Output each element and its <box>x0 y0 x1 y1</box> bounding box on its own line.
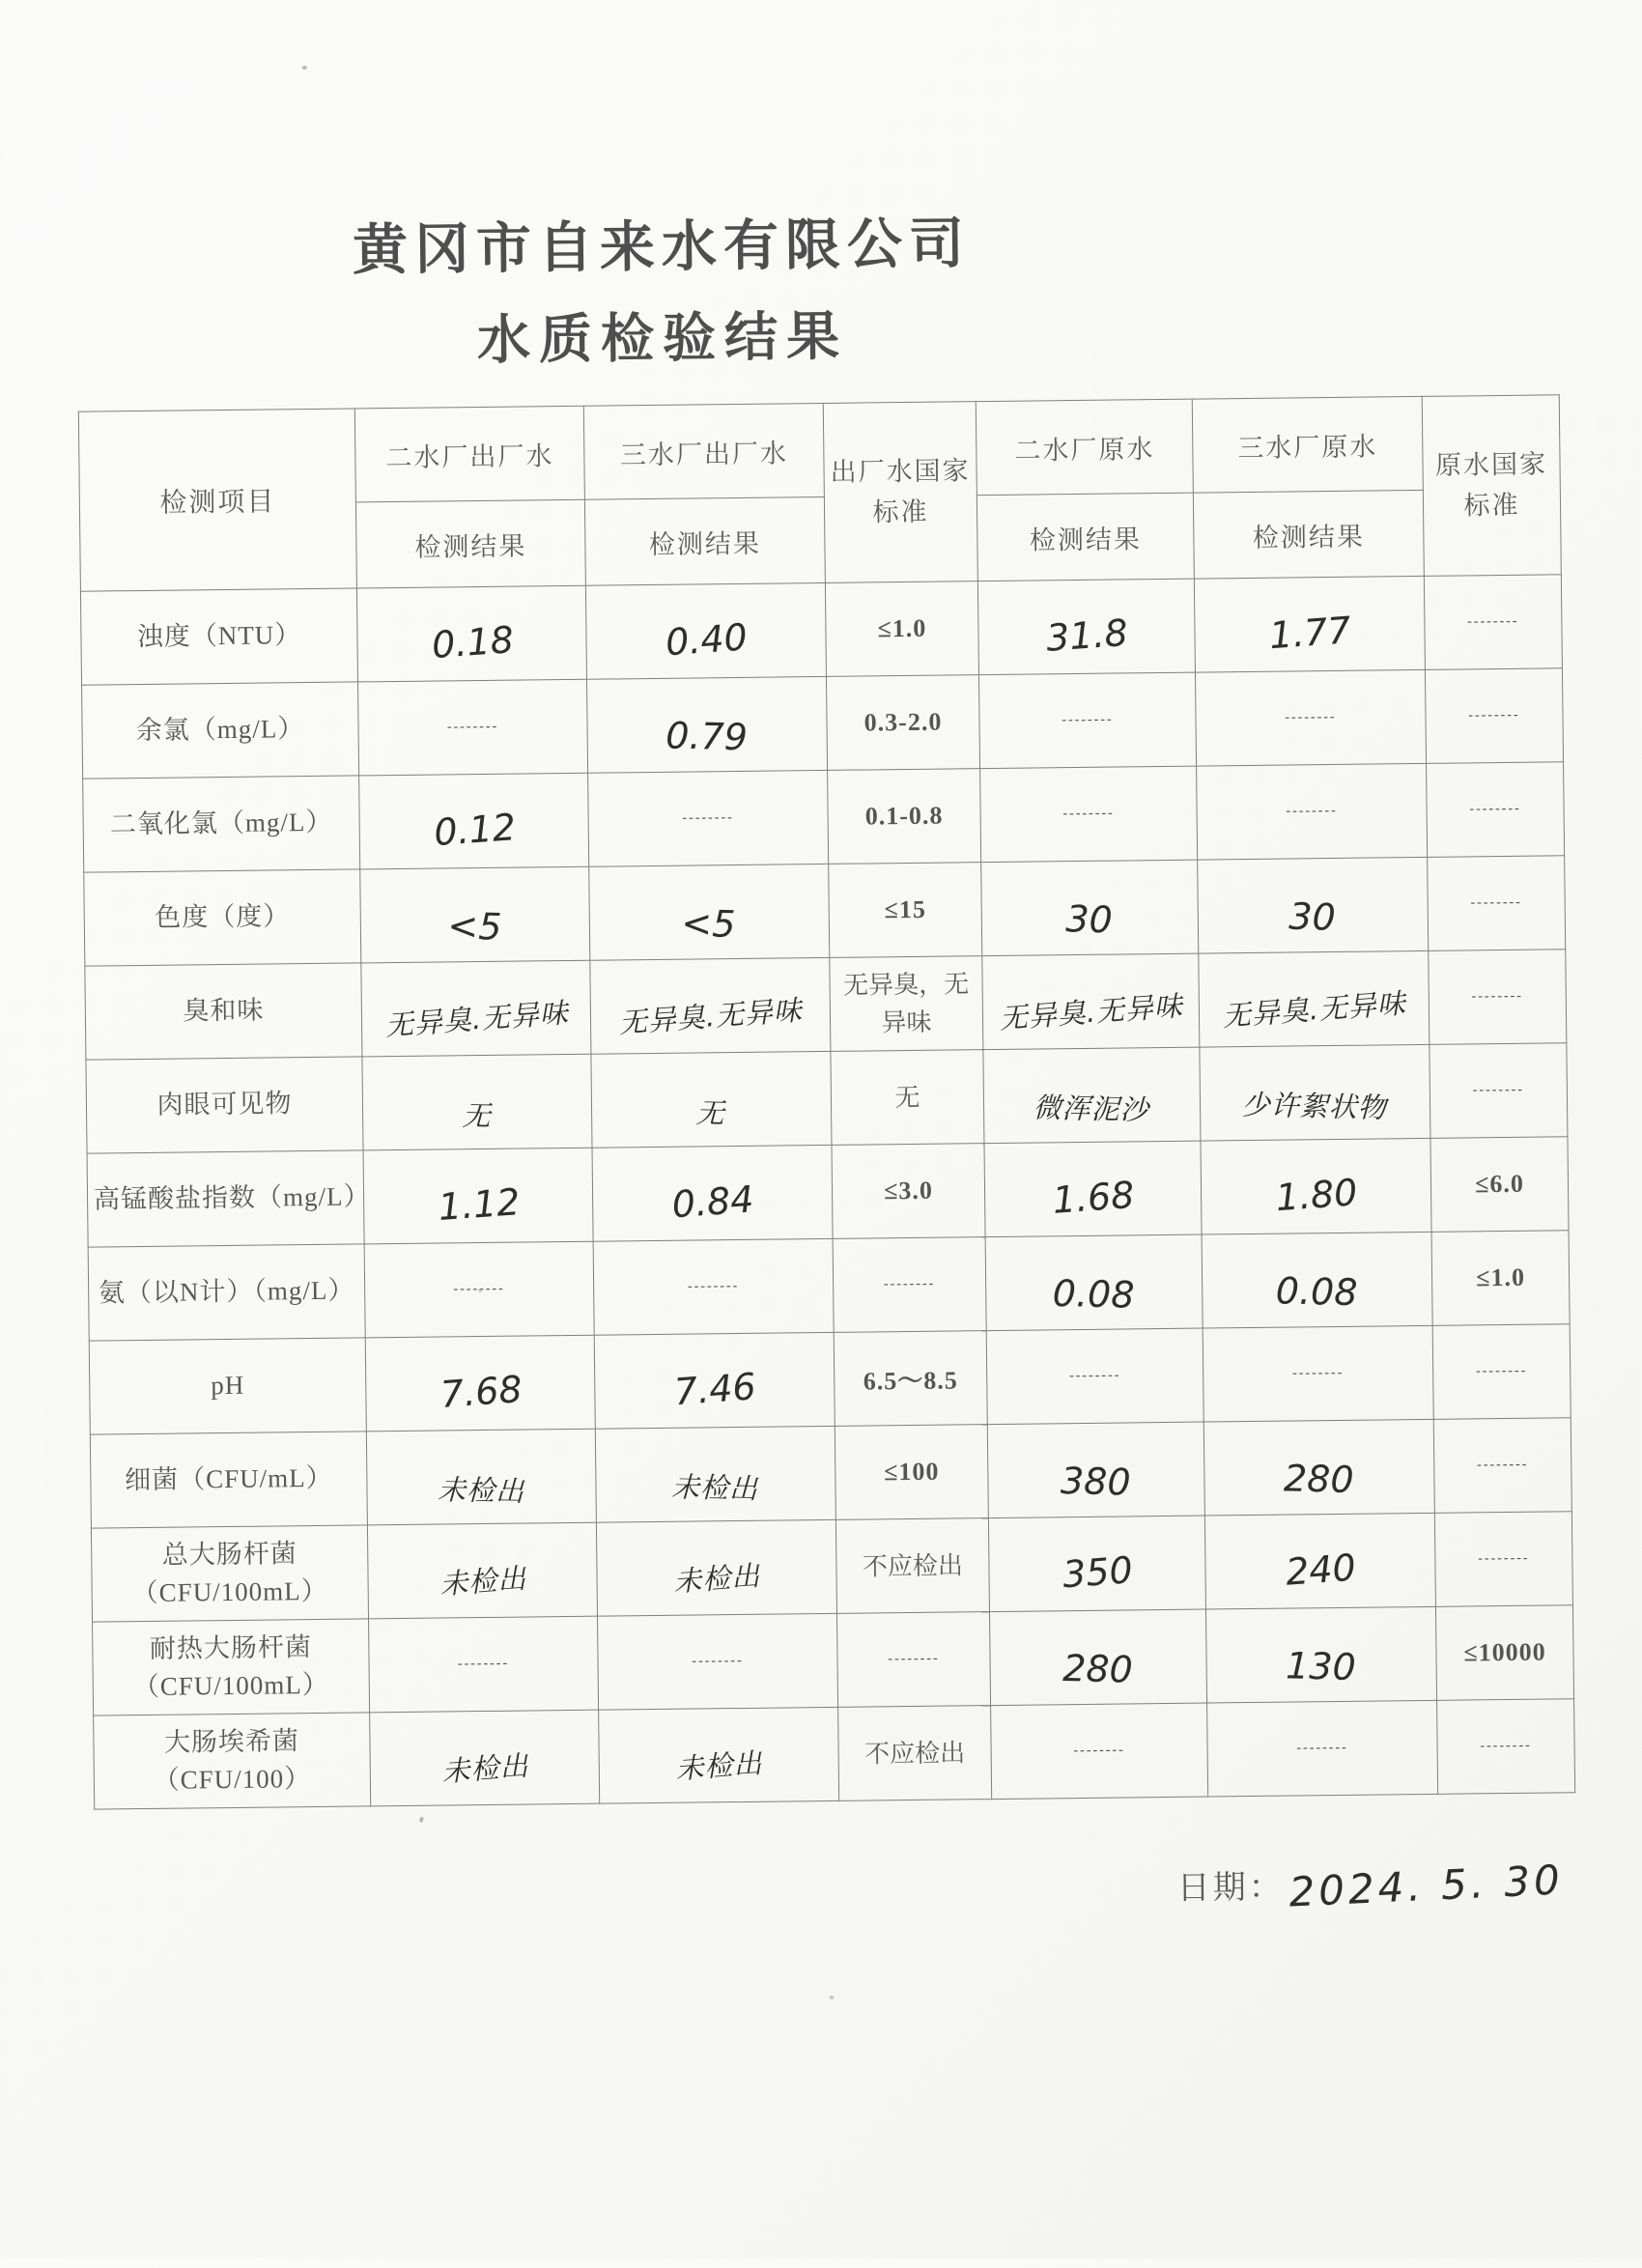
table-row-turbidity <box>80 575 1562 685</box>
cell-value: 240 <box>1204 1513 1435 1609</box>
cell-dash: -------- <box>598 1613 838 1710</box>
cell-standard: 6.5～8.5 <box>834 1331 987 1427</box>
cell-value: 0.84 <box>592 1145 833 1241</box>
cell-value: 0.08 <box>1202 1232 1432 1328</box>
cell-value: 1.80 <box>1201 1138 1431 1234</box>
cell-value: <5 <box>589 864 830 960</box>
cell-dash: -------- <box>1434 1512 1572 1607</box>
header-row-top <box>78 395 1560 505</box>
cell-dash: -------- <box>593 1238 834 1335</box>
row-label: 二氧化氯（mg/L） <box>83 776 360 872</box>
row-label: 总大肠杆菌（CFU/100mL） <box>91 1525 368 1622</box>
header-plant3-raw: 三水厂原水 <box>1192 396 1423 493</box>
cell-standard: ≤1.0 <box>1431 1231 1570 1326</box>
cell-standard: ≤6.0 <box>1430 1137 1569 1233</box>
header-result-2: 检测结果 <box>584 496 825 585</box>
row-label: 细菌（CFU/mL） <box>90 1432 367 1528</box>
header-result-3: 检测结果 <box>977 493 1194 581</box>
company-title: 黄冈市自来水有限公司 <box>352 213 972 282</box>
cell-dash: -------- <box>1427 762 1565 858</box>
cell-value: 未检出 <box>367 1522 597 1619</box>
table-row-residual-chlorine <box>82 668 1564 779</box>
header-result-1: 检测结果 <box>355 499 585 588</box>
cell-standard: ≤3.0 <box>832 1144 985 1239</box>
cell-dash: -------- <box>1432 1324 1571 1420</box>
row-label: 高锰酸盐指数（mg/L） <box>87 1150 364 1247</box>
table-row-ph <box>89 1324 1571 1434</box>
scan-speck <box>829 1996 834 1999</box>
cell-standard: 0.3-2.0 <box>826 675 979 771</box>
row-label: 肉眼可见物 <box>86 1057 363 1153</box>
cell-dash: -------- <box>1207 1700 1438 1797</box>
cell-dash: -------- <box>1197 763 1428 860</box>
cell-value: 30 <box>981 860 1199 956</box>
header-raw-standard: 原水国家标准 <box>1422 395 1561 577</box>
date-line <box>14 1857 1563 1921</box>
cell-value: 无 <box>362 1054 592 1150</box>
cell-value: 130 <box>1205 1606 1436 1703</box>
cell-value: 微浑泥沙 <box>983 1047 1201 1144</box>
cell-standard: ≤10000 <box>1435 1605 1573 1701</box>
cell-standard: 不应检出 <box>838 1706 992 1801</box>
cell-value: 7.68 <box>365 1335 595 1432</box>
cell-value: 280 <box>1203 1419 1434 1516</box>
header-finished-standard: 出厂水国家标准 <box>823 402 977 583</box>
row-label: pH <box>89 1338 366 1434</box>
cell-dash: -------- <box>980 766 1198 863</box>
cell-standard: 无 <box>831 1050 984 1146</box>
table-row-color <box>84 856 1566 966</box>
header-plant2-raw: 二水厂原水 <box>976 399 1193 496</box>
table-row-bacteria <box>90 1418 1571 1528</box>
cell-value: 1.12 <box>363 1148 593 1244</box>
water-quality-table <box>78 394 1575 1809</box>
cell-dash: -------- <box>1424 575 1562 670</box>
cell-value: 0.40 <box>585 582 826 679</box>
cell-standard: ≤15 <box>829 863 982 958</box>
cell-value: 31.8 <box>977 579 1195 675</box>
scan-speck <box>302 66 307 70</box>
cell-value: 未检出 <box>595 1426 835 1522</box>
cell-value: 少许絮状物 <box>1200 1044 1430 1141</box>
cell-dash: -------- <box>364 1241 594 1338</box>
table-row-ammonia <box>88 1231 1570 1341</box>
cell-value: 无异臭.无异味 <box>361 960 591 1057</box>
cell-dash: -------- <box>369 1616 599 1713</box>
cell-dash: -------- <box>991 1703 1208 1800</box>
cell-standard: ≤1.0 <box>825 581 978 677</box>
cell-dash: -------- <box>833 1237 986 1333</box>
cell-value: 未检出 <box>366 1429 596 1525</box>
cell-value: 无异臭.无异味 <box>1199 950 1430 1047</box>
cell-value: 380 <box>987 1422 1204 1518</box>
cell-value: 30 <box>1198 857 1429 953</box>
date-handwritten-value: 2024. 5. 30 <box>1287 1856 1565 1916</box>
row-label: 色度（度） <box>84 869 361 966</box>
scan-speck <box>478 1289 482 1292</box>
cell-value: 无 <box>591 1051 832 1148</box>
header-plant2-finished: 二水厂出厂水 <box>354 406 584 502</box>
cell-value: 0.08 <box>985 1234 1203 1331</box>
title-block <box>0 0 1329 380</box>
cell-standard: 不应检出 <box>835 1518 989 1614</box>
cell-dash: -------- <box>1428 856 1566 951</box>
date-label: 日期： <box>1176 1869 1285 1907</box>
cell-value: 0.18 <box>356 585 586 682</box>
table-row-chlorine-dioxide <box>83 762 1565 872</box>
row-label: 氨（以N计）（mg/L） <box>88 1244 365 1341</box>
table-row-total-coliform <box>91 1512 1572 1622</box>
cell-value: 1.68 <box>984 1141 1202 1237</box>
cell-dash: -------- <box>978 672 1196 769</box>
cell-value: 0.12 <box>359 773 589 869</box>
header-item: 检测项目 <box>78 409 356 591</box>
cell-value: <5 <box>360 866 590 963</box>
table-row-thermotolerant-coliform <box>93 1605 1574 1715</box>
cell-dash: -------- <box>1195 669 1426 766</box>
cell-value: 无异臭.无异味 <box>982 953 1200 1050</box>
cell-value: 7.46 <box>594 1332 835 1429</box>
cell-standard: 0.1-0.8 <box>828 769 981 865</box>
row-label: 浊度（NTU） <box>80 588 357 685</box>
cell-value: 280 <box>989 1609 1206 1706</box>
cell-dash: -------- <box>1429 950 1567 1045</box>
table-row-e-coli <box>94 1699 1575 1809</box>
cell-value: 0.79 <box>587 676 828 773</box>
cell-dash: -------- <box>1425 668 1563 764</box>
cell-value: 未检出 <box>370 1710 600 1806</box>
table-row-odor-taste <box>85 950 1567 1060</box>
cell-dash: -------- <box>1203 1325 1433 1422</box>
cell-value: 1.77 <box>1194 576 1425 672</box>
document-title: 水质检验结果 <box>476 306 849 371</box>
table-header <box>78 395 1561 591</box>
cell-standard: ≤100 <box>835 1425 988 1520</box>
header-plant3-finished: 三水厂出厂水 <box>583 403 824 499</box>
cell-dash: -------- <box>1433 1418 1571 1514</box>
header-result-4: 检测结果 <box>1193 490 1424 579</box>
cell-dash: -------- <box>1430 1043 1568 1139</box>
cell-standard: 无异臭，无异味 <box>830 956 983 1052</box>
row-label: 余氯（mg/L） <box>82 682 359 779</box>
cell-dash: -------- <box>358 679 588 776</box>
row-label: 臭和味 <box>85 963 362 1060</box>
table-row-permanganate-index <box>87 1137 1569 1247</box>
cell-value: 未检出 <box>599 1707 839 1803</box>
row-label: 耐热大肠杆菌（CFU/100mL） <box>93 1619 370 1715</box>
table-row-visible-matter <box>86 1043 1568 1153</box>
cell-dash: -------- <box>836 1612 990 1708</box>
row-label: 大肠埃希菌（CFU/100） <box>94 1713 371 1809</box>
cell-dash: -------- <box>1437 1699 1575 1795</box>
cell-dash: -------- <box>588 770 829 866</box>
cell-value: 350 <box>988 1516 1205 1612</box>
cell-value: 无异臭.无异味 <box>590 957 831 1054</box>
scan-speck <box>419 1816 425 1823</box>
cell-value: 未检出 <box>596 1519 836 1616</box>
cell-dash: -------- <box>986 1328 1203 1425</box>
